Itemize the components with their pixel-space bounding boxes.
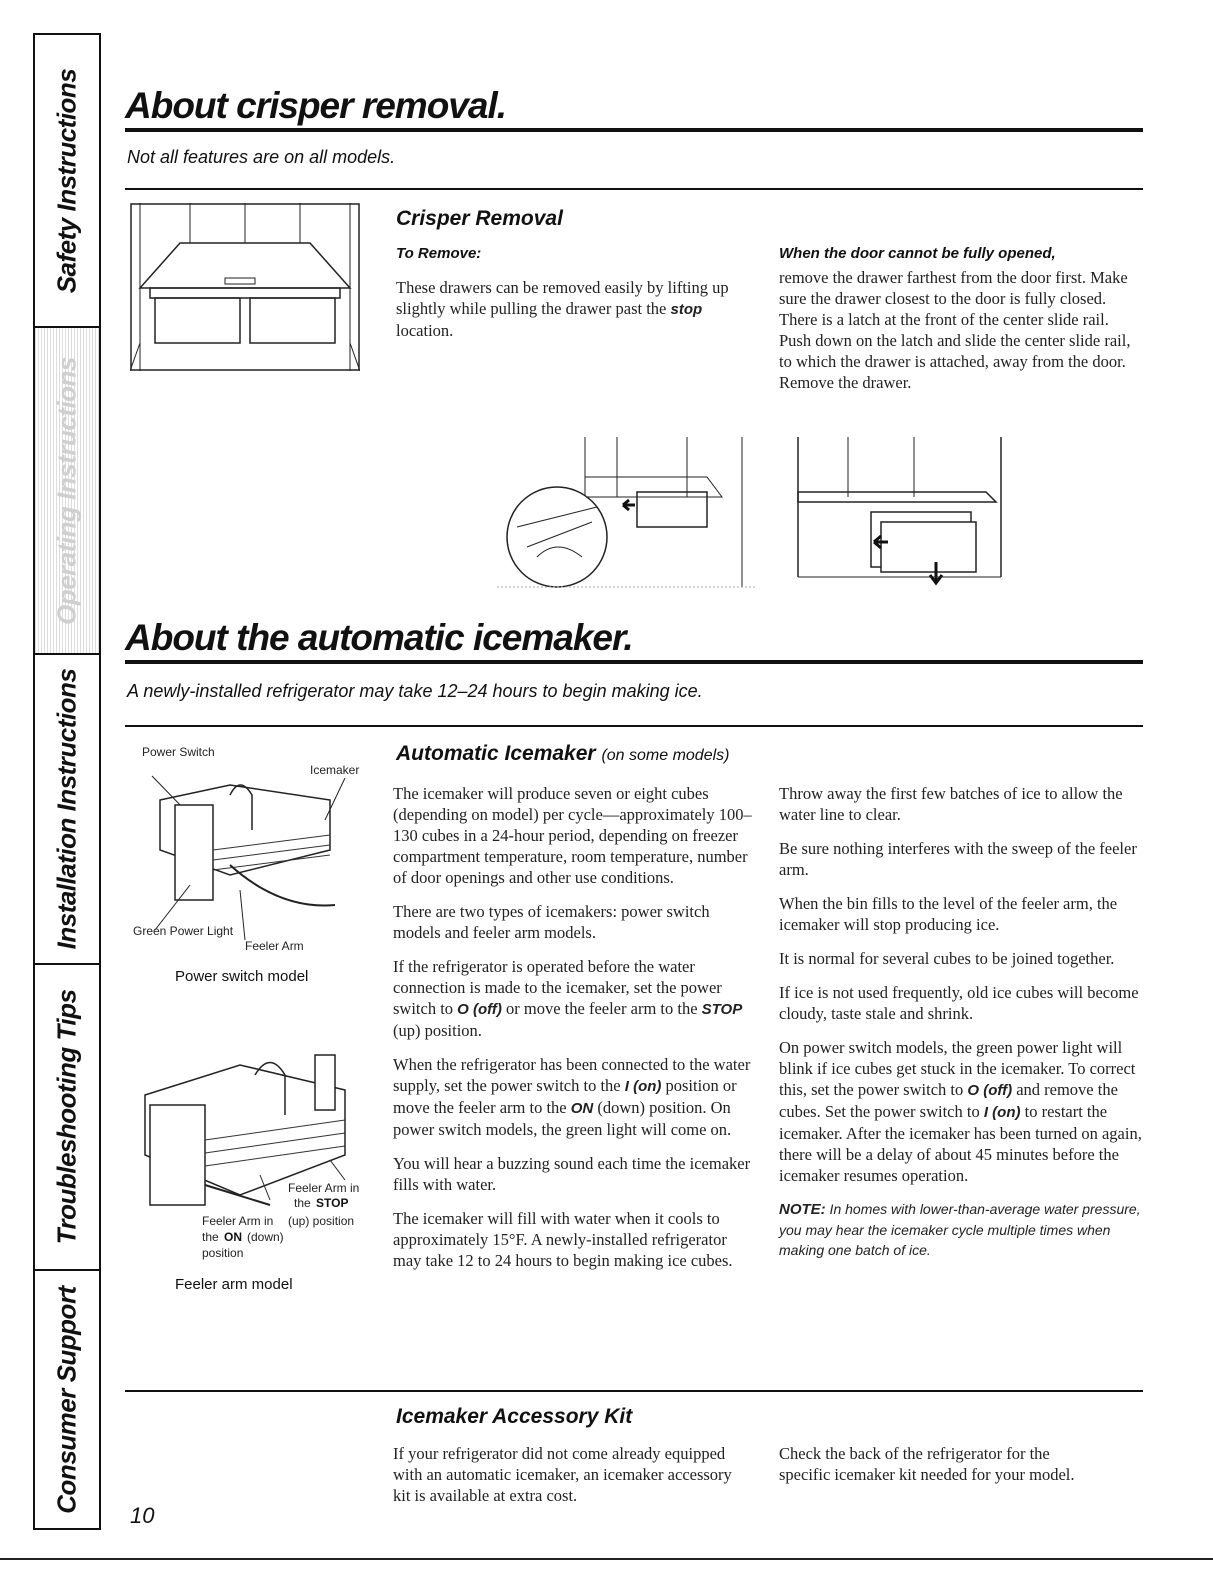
divider [125, 128, 1143, 132]
door-not-fully-opened-heading: When the door cannot be fully opened, [779, 245, 1056, 262]
divider [125, 188, 1143, 190]
crisper-remove-text: These drawers can be removed easily by lifting up slightly while pulling the drawer past the stop location. [396, 278, 729, 340]
tab-label: Operating Instructions [51, 356, 82, 625]
crisper-drawers-illustration [130, 203, 360, 371]
tab-operating-instructions[interactable] [35, 328, 99, 655]
feeler-arm-icemaker-illustration [130, 1035, 375, 1270]
divider [125, 1390, 1143, 1392]
drawer-latch-illustration [497, 437, 755, 592]
door-not-fully-opened-text: remove the drawer farthest from the door first. Make sure the drawer closest to the door is fully closed. There is a latch at the front of the center slide rail. Push down on the latch and slide the center slide rail, to which the drawer is attached, away from the door. Remove the drawer. [779, 268, 1131, 392]
divider [125, 725, 1143, 727]
tab-label: Troubleshooting Tips [51, 989, 82, 1245]
bottom-border [0, 1558, 1213, 1560]
power-switch-icemaker-illustration [130, 740, 375, 962]
icemaker-label: Icemaker [310, 763, 360, 777]
feeler-arm-label: Feeler Arm [245, 939, 304, 953]
the-label: the [294, 1196, 311, 1210]
feeler-arm-caption: Feeler arm model [175, 1276, 293, 1293]
tab-troubleshooting-tips[interactable] [35, 965, 99, 1271]
crisper-section-title: About crisper removal. [125, 85, 507, 126]
accessory-kit-heading: Icemaker Accessory Kit [396, 1405, 633, 1428]
down-label: (down) [247, 1230, 284, 1244]
tab-label: Consumer Support [51, 1285, 82, 1514]
tab-label: Installation Instructions [51, 668, 82, 950]
crisper-removal-heading: Crisper Removal [396, 207, 563, 230]
feeler-arm-in-label: Feeler Arm in [288, 1181, 360, 1195]
up-position-label: (up) position [288, 1214, 355, 1228]
stop-label: STOP [316, 1196, 349, 1210]
icemaker-subtitle: A newly-installed refrigerator may take 12–24 hours to begin making ice. [127, 681, 703, 701]
divider [125, 660, 1143, 664]
accessory-kit-text-2: Check the back of the refrigerator for the specific icemaker kit needed for your model. [779, 1444, 1075, 1484]
section-tabs [33, 33, 101, 1530]
power-switch-caption: Power switch model [175, 968, 309, 985]
automatic-icemaker-heading: Automatic Icemaker (on some models) [396, 742, 730, 765]
green-power-light-label: Green Power Light [133, 924, 234, 938]
crisper-subtitle: Not all features are on all models. [127, 147, 396, 167]
feeler-arm-in-label-2: Feeler Arm in [202, 1214, 274, 1228]
accessory-kit-text-1: If your refrigerator did not come already equipped with an automatic icemaker, an icemaker accessory kit is available at extra cost. [393, 1444, 732, 1505]
tab-consumer-support[interactable] [35, 1271, 99, 1528]
icemaker-column-1: The icemaker will produce seven or eight cubes (depending on model) per cycle—approximately 100–130 cubes in a 24-hour period, depending on freezer compartment temperature, room temperature, number of door openings and other use conditions. There are two types of icemakers: power switch models and feeler arm models. If the refrigerator is operated before the water connection is made to the icemaker, set the power switch to O (off) or move the feeler arm to the STOP (up) position. When the refrigerator has been connected to the water supply, set the power switch to the I (on) position or move the feeler arm to the ON (down) position. On power switch models, the green light will come on. You will hear a buzzing sound each time the icemaker fills with water. The icemaker will fill with water when it cools to approximately 15°F. A newly-installed refrigerator may take 12 to 24 hours to begin making ice cubes. [393, 784, 752, 1270]
tab-label: Safety Instructions [51, 68, 82, 293]
low-water-pressure-note: NOTE: In homes with lower-than-average water pressure, you may hear the icemaker cycle multiple times when making one batch of ice. [779, 1201, 1141, 1258]
power-switch-label: Power Switch [142, 745, 215, 759]
to-remove-heading: To Remove: [396, 245, 482, 262]
position-label: position [202, 1246, 244, 1260]
icemaker-section-title: About the automatic icemaker. [125, 617, 633, 658]
tab-installation-instructions[interactable] [35, 655, 99, 965]
drawer-removal-illustration [786, 437, 1040, 592]
icemaker-column-2: Throw away the first few batches of ice to allow the water line to clear. Be sure nothing interferes with the sweep of the feeler arm. When the bin fills to the level of the feeler arm, the icemaker will stop producing ice. It is normal for several cubes to be joined together. If ice is not used frequently, old ice cubes will become cloudy, taste stale and shrink. On power switch models, the green power light will blink if ice cubes get stuck in the icemaker. To correct this, set the power switch to O (off) and remove the cubes. Set the power switch to I (on) to restart the icemaker. After the icemaker has been turned on again, there will be a delay of about 45 minutes before the icemaker resumes operation. NOTE: In homes with lower-than-average water pressure, you may hear the icemaker cycle multiple times when making one batch of ice. [779, 783, 1144, 1273]
the-label-2: the [202, 1230, 219, 1244]
page-number: 10 [130, 1503, 155, 1528]
on-label: ON [224, 1230, 242, 1244]
tab-safety-instructions[interactable] [35, 35, 99, 328]
